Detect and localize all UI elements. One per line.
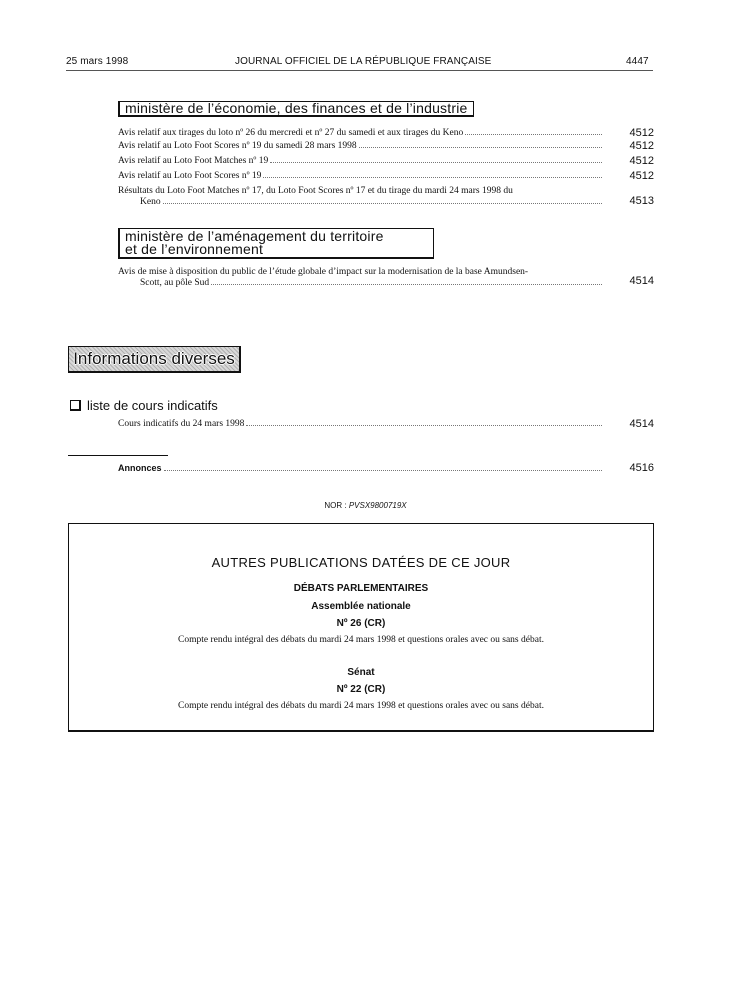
toc-entry — [118, 171, 603, 182]
toc-entry — [118, 267, 603, 289]
header-title: JOURNAL OFFICIEL DE LA RÉPUBLIQUE FRANÇAISE — [235, 56, 492, 67]
autres-publications-title: AUTRES PUBLICATIONS DATÉES DE CE JOUR — [211, 555, 511, 570]
leader-dots — [164, 470, 602, 471]
toc-entry-text: Avis relatif aux tirages du loto nº 26 du mercredi et nº 27 du samedi et aux tirages du Keno — [118, 128, 464, 138]
toc-entry-page: 4514 — [629, 275, 654, 287]
informations-diverses-banner: Informations diverses — [68, 346, 241, 373]
autres-publications-box — [68, 523, 654, 732]
nor-code: PVSX9800719X — [348, 501, 407, 510]
leader-dots — [270, 162, 602, 163]
toc-entry-page: 4513 — [629, 195, 654, 207]
toc-entry — [118, 128, 603, 139]
leader-dots — [359, 147, 602, 148]
toc-entry-text-continued: Scott, au pôle Sud — [140, 278, 210, 288]
section-title-line: et de l’environnement — [125, 241, 264, 257]
leader-dots — [163, 203, 602, 204]
senat-heading: Sénat — [347, 667, 375, 678]
toc-entry-text: Avis de mise à disposition du public de l’étude globale d’impact sur la modernisation de la base Amundsen- — [118, 267, 529, 277]
annonces-rule — [68, 455, 168, 456]
toc-entry-page: 4512 — [629, 155, 654, 167]
toc-entry — [118, 419, 603, 430]
nor-label: NOR : — [324, 501, 347, 510]
toc-entry-page: 4512 — [629, 140, 654, 152]
assemblee-number: Nº 26 (CR) — [336, 618, 386, 629]
checkbox-icon — [70, 400, 81, 411]
toc-entry-text: Résultats du Loto Foot Matches nº 17, du Loto Foot Scores nº 17 et du tirage du mardi 24 mars 1998 du — [118, 186, 513, 196]
toc-entry-page: 4512 — [629, 127, 654, 139]
liste-cours-title: liste de cours indicatifs — [87, 398, 218, 413]
toc-entry-page: 4512 — [629, 170, 654, 182]
leader-dots — [211, 284, 602, 285]
section-title-line: ministère de l’aménagement du territoire — [125, 228, 384, 244]
toc-entry-text-continued: Keno — [140, 197, 161, 207]
leader-dots — [465, 134, 602, 135]
section-title-economie: ministère de l’économie, des finances et de l’industrie — [118, 101, 474, 117]
toc-entry — [118, 186, 603, 208]
toc-entry — [118, 156, 603, 167]
header-page-number: 4447 — [626, 56, 649, 67]
toc-entry — [118, 141, 603, 152]
leader-dots — [263, 177, 602, 178]
toc-entry-text: Avis relatif au Loto Foot Scores nº 19 — [118, 171, 262, 181]
toc-entry-annonces — [118, 463, 603, 474]
header-rule — [66, 70, 653, 71]
toc-entry-text: Cours indicatifs du 24 mars 1998 — [118, 419, 245, 429]
toc-entry-page: 4514 — [629, 418, 654, 430]
header-date: 25 mars 1998 — [66, 56, 129, 67]
section-title-amenagement — [118, 228, 434, 259]
toc-entry-text: Avis relatif au Loto Foot Matches nº 19 — [118, 156, 269, 166]
annonces-label: Annonces — [118, 463, 162, 473]
senat-description: Compte rendu intégral des débats du mardi 24 mars 1998 et questions orales avec ou sans débat. — [178, 701, 544, 711]
debats-parlementaires-heading: DÉBATS PARLEMENTAIRES — [293, 583, 429, 594]
assemblee-description: Compte rendu intégral des débats du mardi 24 mars 1998 et questions orales avec ou sans débat. — [178, 635, 544, 645]
liste-cours-heading — [70, 398, 218, 413]
assemblee-nationale-heading: Assemblée nationale — [311, 601, 411, 612]
senat-number: Nº 22 (CR) — [336, 684, 386, 695]
toc-entry-text: Avis relatif au Loto Foot Scores nº 19 du samedi 28 mars 1998 — [118, 141, 357, 151]
annonces-page: 4516 — [629, 462, 654, 474]
leader-dots — [246, 425, 602, 426]
nor-reference — [0, 501, 731, 510]
